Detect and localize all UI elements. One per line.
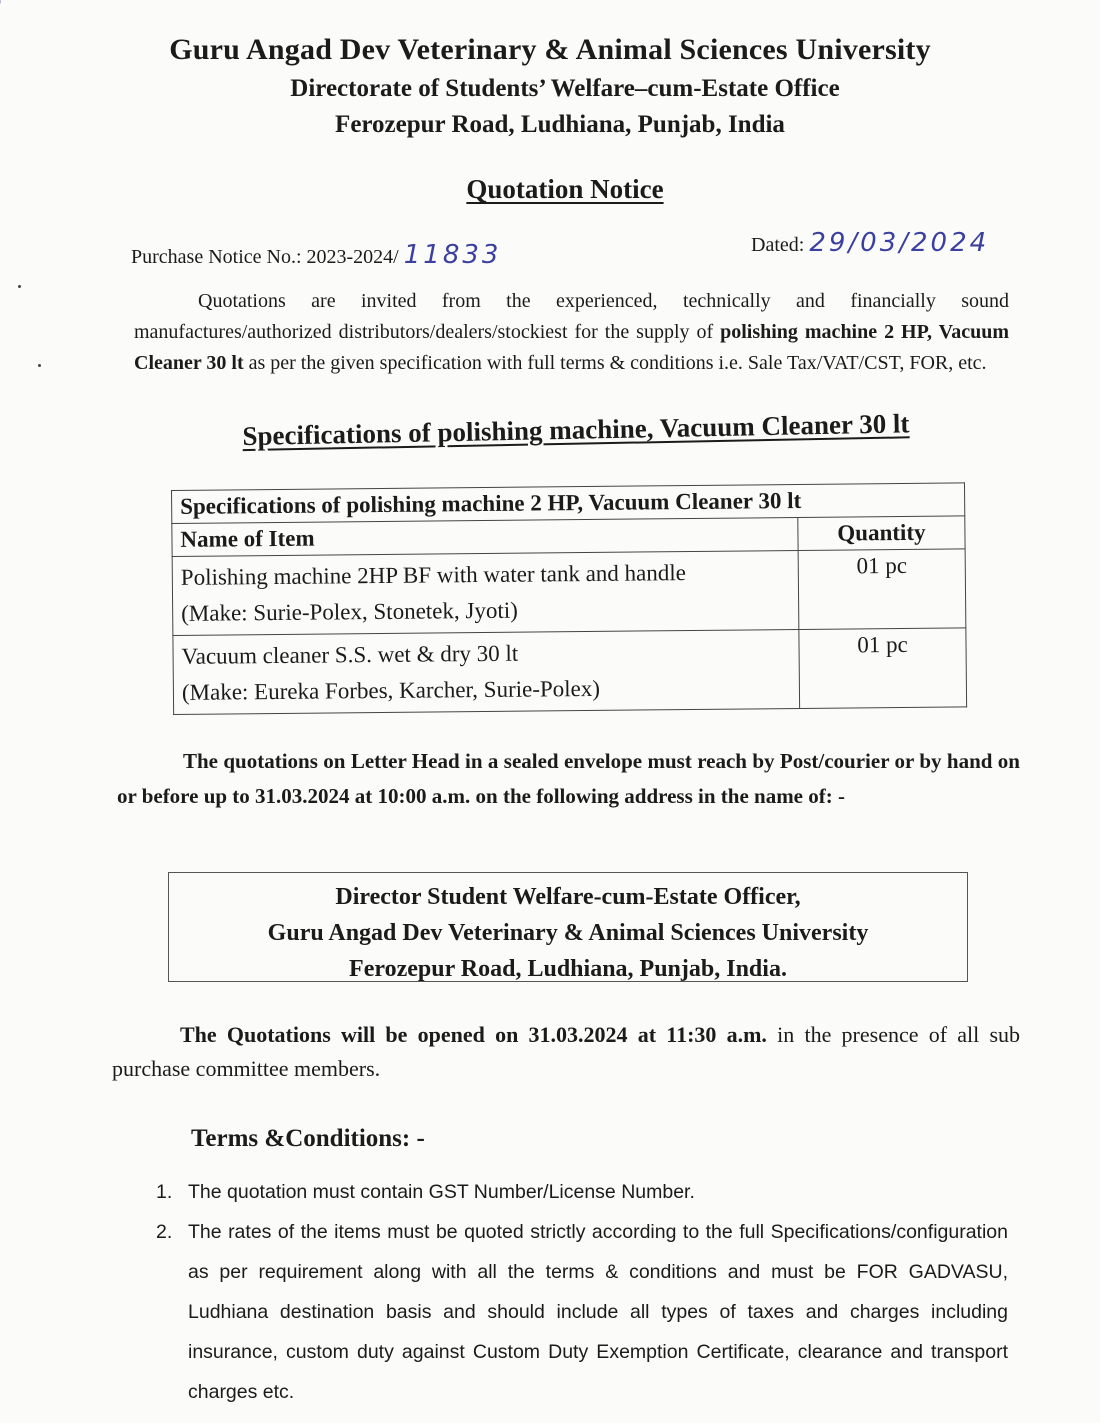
list-item [148, 1172, 1008, 1212]
directorate-name: Directorate of Students’ Welfare–cum-Estate Office [290, 75, 840, 102]
spec-table-caption: Specifications of polishing machine 2 HP, Vacuum Cleaner 30 lt [172, 483, 965, 524]
spec-heading: Specifications of polishing machine, Vacuum Cleaner 30 lt [242, 408, 910, 452]
submission-paragraph: The quotations on Letter Head in a sealed envelope must reach by Post/courier or by hand on or before up to 31.03.2024 at 10:00 a.m. on the following address in the name of: - [117, 749, 1020, 808]
list-item [148, 1212, 1008, 1412]
quantity-cell: 01 pc [799, 628, 967, 709]
university-address: Ferozepur Road, Ludhiana, Punjab, India [335, 111, 785, 138]
opening-paragraph: The Quotations will be opened on 31.03.2024 at 11:30 a.m. in the presence of all sub purchase committee members. [112, 1022, 1021, 1081]
address-box [168, 872, 968, 982]
scan-speck [38, 364, 41, 367]
item-make: (Make: Eureka Forbes, Karcher, Surie-Polex) [181, 675, 601, 705]
intro-paragraph: Quotations are invited from the experienced, technically and financially sound manufactures/authorized distributors/dealers/stockiest for the supply of polishing machine 2 HP, Vacuum Cleaner 30 lt as per the given specification with full terms & conditions i.e. Sale Tax/VAT/CST, FOR, etc. [134, 290, 1009, 374]
terms-title: Terms &Conditions: - [191, 1125, 425, 1152]
purchase-notice-number [131, 240, 501, 270]
term-text: The quotation must contain GST Number/License Number. [188, 1181, 695, 1203]
item-name: Vacuum cleaner S.S. wet & dry 30 lt [181, 640, 519, 669]
dated-label: Dated: [751, 234, 805, 256]
col-header-item: Name of Item [172, 517, 798, 556]
term-number: 2. [156, 1221, 173, 1243]
col-header-quantity: Quantity [798, 516, 965, 551]
address-line: Director Student Welfare-cum-Estate Officer, [335, 884, 801, 910]
notice-date [751, 228, 989, 258]
spec-table [171, 482, 967, 715]
opening-date: The Quotations will be opened on 31.03.2024 at 11:30 a.m. [180, 1022, 767, 1047]
terms-list [148, 1172, 1008, 1412]
scan-speck [18, 285, 21, 288]
item-cell [173, 629, 800, 714]
term-text: The rates of the items must be quoted strictly according to the full Specifications/configuration as per requirement along with all the terms & conditions and must be FOR GADVASU, Ludhiana destination basis and should include all types of taxes and charges including insurance, custom duty against Custom Duty Exemption Certificate, clearance and transport charges etc. [188, 1221, 1008, 1403]
table-row [173, 628, 967, 715]
intro-items: polishing machine 2 HP, Vacuum Cleaner 30 lt [134, 321, 1009, 374]
purchase-notice-label: Purchase Notice No.: 2023-2024/ [131, 246, 399, 268]
quantity-cell: 01 pc [798, 549, 966, 630]
handwritten-date: 29/03/2024 [809, 228, 990, 258]
item-cell [172, 550, 799, 635]
notice-title: Quotation Notice [466, 174, 664, 204]
item-name: Polishing machine 2HP BF with water tank and handle [180, 560, 687, 590]
purchase-notice-handwritten-number: 11833 [403, 240, 502, 270]
term-number: 1. [156, 1181, 173, 1203]
university-name: Guru Angad Dev Veterinary & Animal Sciences University [169, 33, 931, 66]
address-line: Guru Angad Dev Veterinary & Animal Sciences University [267, 920, 869, 946]
item-make: (Make: Surie-Polex, Stonetek, Jyoti) [181, 597, 518, 626]
address-line: Ferozepur Road, Ludhiana, Punjab, India. [349, 956, 787, 982]
table-row [172, 549, 966, 636]
